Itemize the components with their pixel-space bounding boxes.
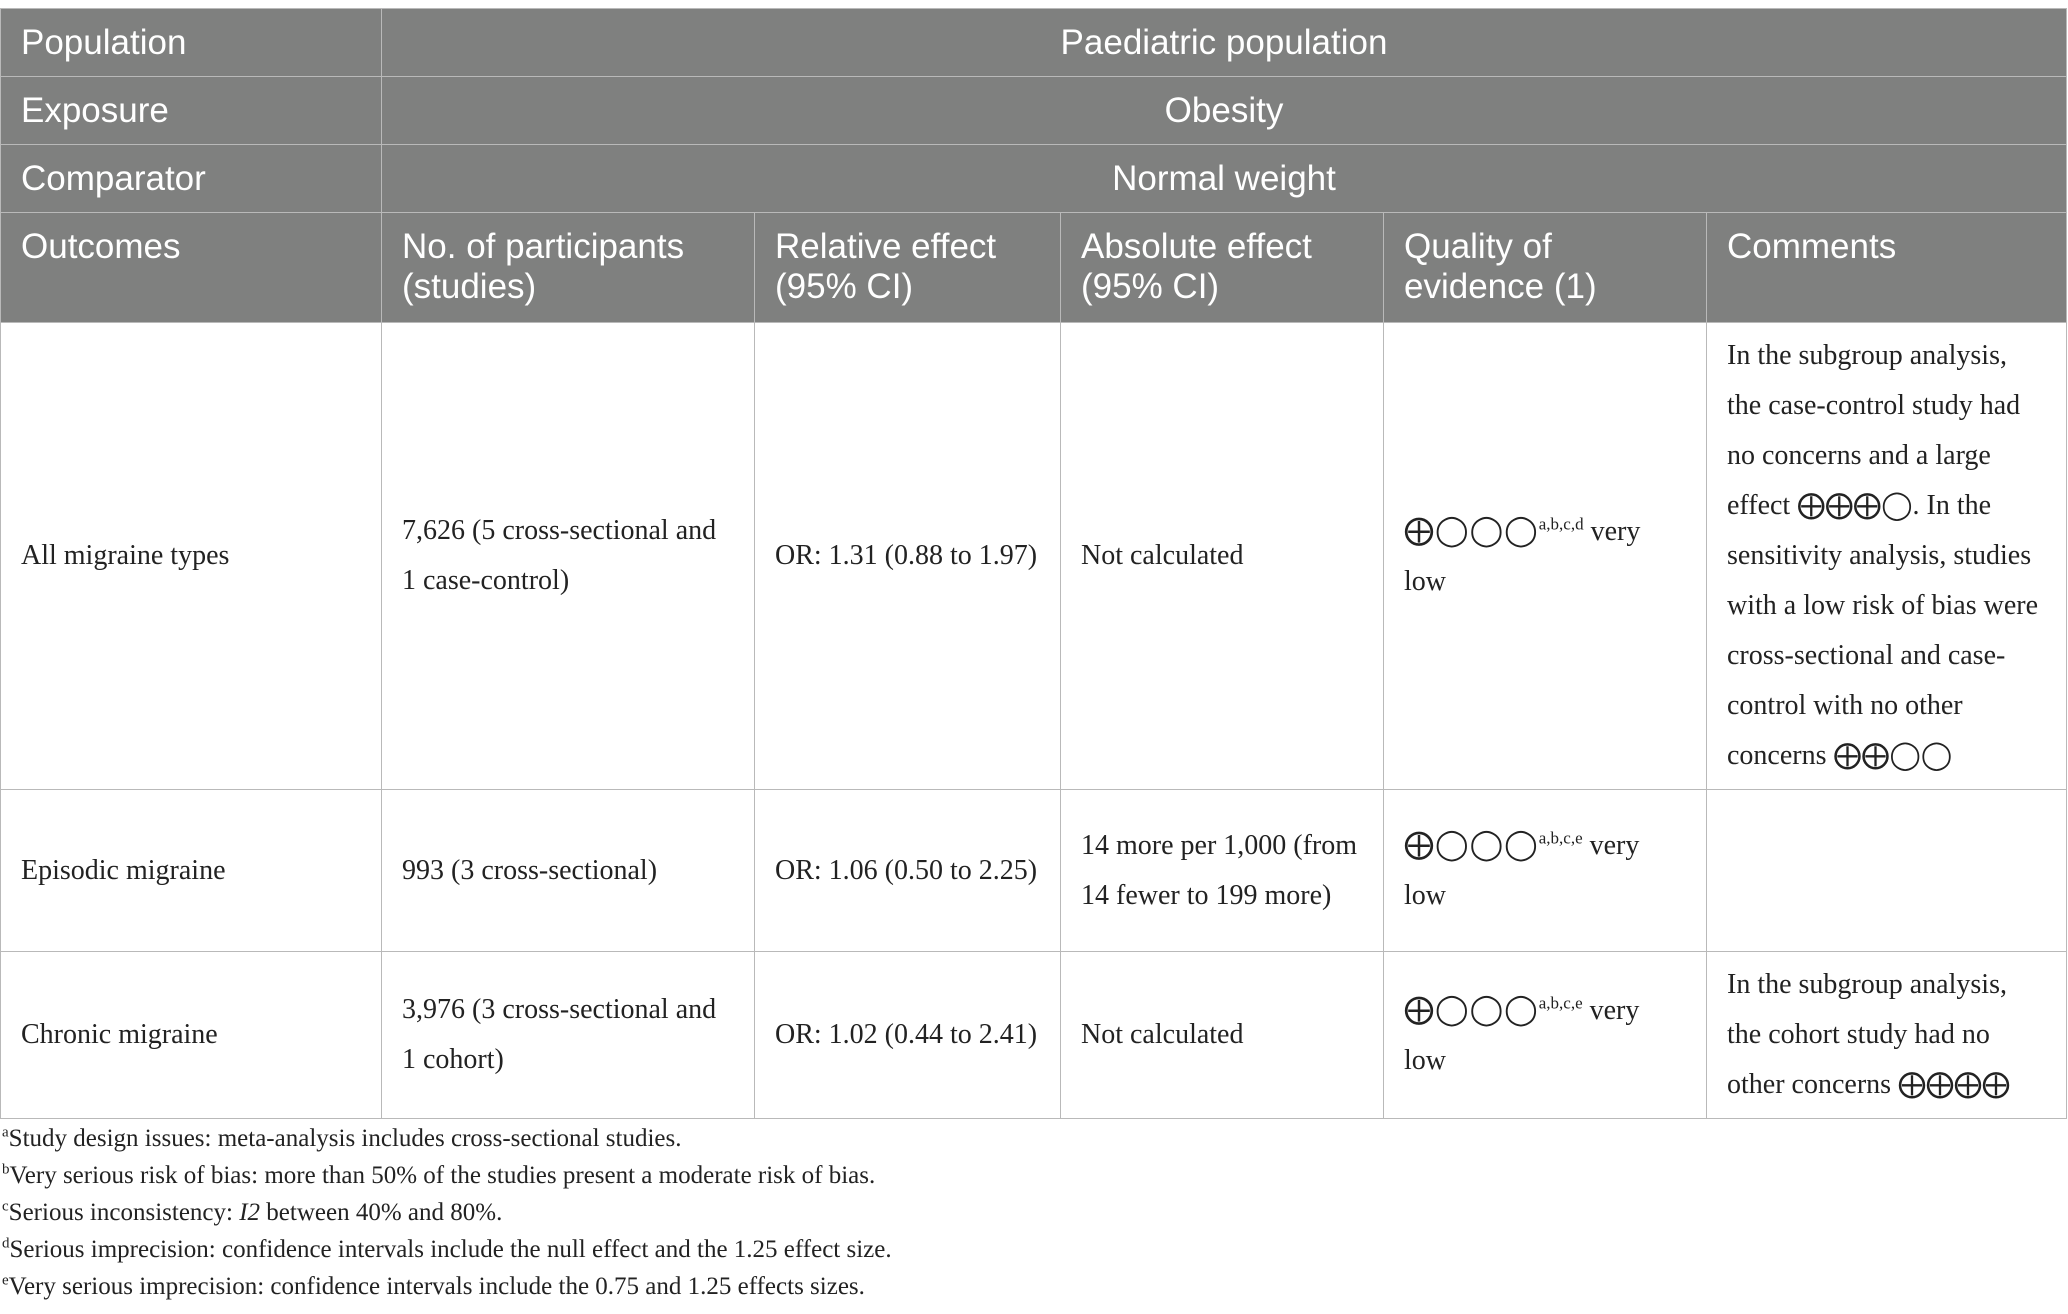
column-header-relative-text: Relative effect (95% CI) [775, 227, 997, 306]
column-header-comments-text: Comments [1727, 227, 1897, 266]
footnote-a [2, 1120, 892, 1157]
footnote-mark: e [2, 1272, 9, 1289]
participants-cell: 7,626 (5 cross-sectional and 1 case-control) [382, 323, 755, 790]
comparator-label: Comparator [1, 145, 382, 213]
footnote-italic-term: I2 [239, 1199, 261, 1226]
footnote-text: Serious inconsistency: [8, 1199, 240, 1226]
quality-footnote-marks: a,b,c,d [1538, 514, 1584, 534]
outcome-cell: Episodic migraine [1, 790, 382, 952]
quality-label: very low [1404, 994, 1640, 1076]
footnote-text: between 40% and 80%. [260, 1199, 503, 1226]
column-header-row [1, 213, 2067, 323]
comparator-value: Normal weight [382, 145, 2067, 213]
column-header-quality [1384, 213, 1707, 323]
table-row [1, 790, 2067, 952]
column-header-comments [1707, 213, 2067, 323]
column-header-quality-text: Quality of evidence (1) [1404, 227, 1597, 306]
column-header-absolute-text: Absolute effect (95% CI) [1081, 227, 1312, 306]
footnote-mark: d [2, 1235, 10, 1252]
footnote-mark: a [2, 1124, 9, 1141]
footnotes [2, 1120, 892, 1305]
footnote-e [2, 1268, 892, 1305]
table-row [1, 323, 2067, 790]
quality-rating-icon: ⨁◯◯◯ [1404, 828, 1539, 861]
relative-effect-cell: OR: 1.02 (0.44 to 2.41) [755, 952, 1061, 1119]
footnote-mark: c [2, 1198, 9, 1215]
footnote-text: Very serious imprecision: confidence intervals include the 0.75 and 1.25 effects sizes. [8, 1273, 865, 1300]
quality-rating-icon: ⨁◯◯◯ [1404, 992, 1539, 1026]
column-header-outcomes [1, 213, 382, 323]
absolute-effect-cell: Not calculated [1061, 323, 1384, 790]
comments-cell [1707, 790, 2067, 952]
participants-cell: 993 (3 cross-sectional) [382, 790, 755, 952]
population-row [1, 9, 2067, 77]
footnote-c [2, 1194, 892, 1231]
quality-label: very low [1404, 515, 1641, 597]
column-header-relative-effect [755, 213, 1061, 323]
table-row [1, 952, 2067, 1119]
column-header-outcomes-text: Outcomes [21, 227, 181, 266]
absolute-effect-cell: Not calculated [1061, 952, 1384, 1119]
footnote-b [2, 1157, 892, 1194]
comments-cell: In the subgroup analysis, the cohort study had no other concerns ⨁⨁⨁⨁ [1707, 952, 2067, 1119]
outcome-cell: All migraine types [1, 323, 382, 790]
column-header-absolute-effect [1061, 213, 1384, 323]
population-value: Paediatric population [382, 9, 2067, 77]
column-header-participants [382, 213, 755, 323]
footnote-text: Serious imprecision: confidence intervals include the null effect and the 1.25 effect size. [9, 1236, 892, 1263]
footnote-d [2, 1231, 892, 1268]
population-label: Population [1, 9, 382, 77]
quality-footnote-marks: a,b,c,e [1538, 993, 1583, 1013]
quality-rating-icon: ⨁◯◯◯ [1404, 513, 1539, 547]
footnote-text: Study design issues: meta-analysis includes cross-sectional studies. [8, 1125, 682, 1152]
exposure-label: Exposure [1, 77, 382, 145]
quality-footnote-marks: a,b,c,e [1538, 828, 1583, 848]
column-header-participants-text: No. of participants (studies) [402, 227, 685, 306]
comparator-row [1, 145, 2067, 213]
relative-effect-cell: OR: 1.31 (0.88 to 1.97) [755, 323, 1061, 790]
footnote-mark: b [2, 1161, 10, 1178]
exposure-value: Obesity [382, 77, 2067, 145]
quality-cell [1384, 790, 1707, 952]
footnote-text: Very serious risk of bias: more than 50% of the studies present a moderate risk of bias. [9, 1162, 876, 1189]
exposure-row [1, 77, 2067, 145]
outcome-cell: Chronic migraine [1, 952, 382, 1119]
relative-effect-cell: OR: 1.06 (0.50 to 2.25) [755, 790, 1061, 952]
participants-cell: 3,976 (3 cross-sectional and 1 cohort) [382, 952, 755, 1119]
evidence-summary-table [0, 8, 2067, 1119]
quality-cell [1384, 952, 1707, 1119]
comments-cell: In the subgroup analysis, the case-control study had no concerns and a large effect ⨁⨁⨁◯. In the sensitivity analysis, studies with a low risk of bias were cross-sectional and case-control with no other concerns ⨁⨁◯◯ [1707, 323, 2067, 790]
absolute-effect-cell: 14 more per 1,000 (from 14 fewer to 199 more) [1061, 790, 1384, 952]
quality-cell [1384, 323, 1707, 790]
quality-label: very low [1404, 830, 1640, 911]
